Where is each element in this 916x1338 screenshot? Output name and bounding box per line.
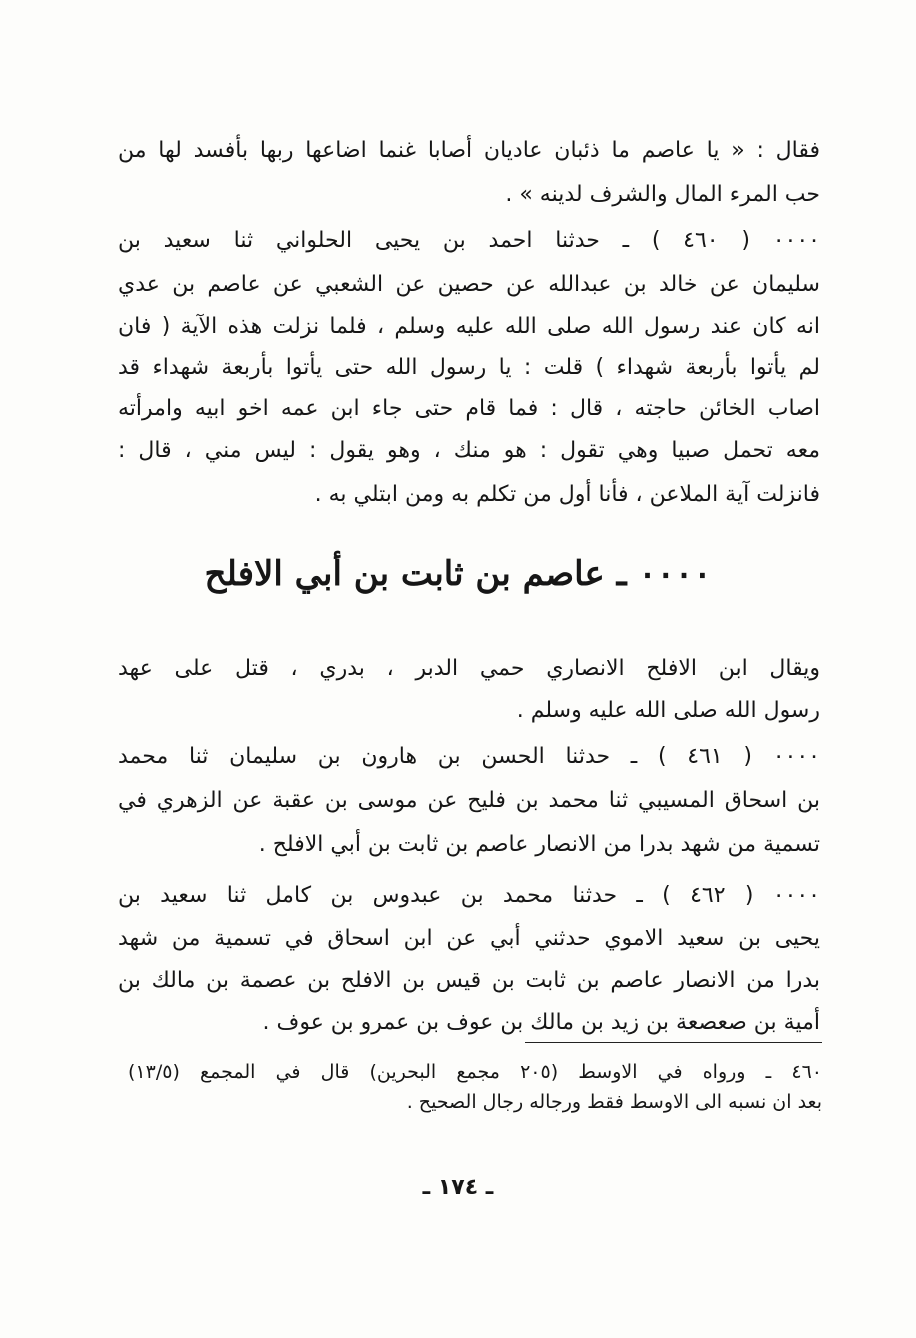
hadith-461-line: ٠٠٠٠ ( ٤٦١ ) ـ حدثنا الحسن بن هارون بن سليمان ثنا محمد [118,744,820,769]
hadith-460-line: اصاب الخائن حاجته ، قال : فما قام حتى جاء ابن عمه اخو ابيه وامرأته [118,396,820,421]
intro-line: ويقال ابن الافلح الانصاري حمي الدبر ، بدري ، قتل على عهد [118,656,820,681]
hadith-462-line: بدرا من الانصار عاصم بن ثابت بن قيس بن الافلح بن عصمة بن مالك بن [118,968,820,993]
hadith-460-line: معه تحمل صبيا وهي تقول : هو منك ، وهو يقول : ليس مني ، قال : [118,438,820,463]
hadith-460-line: ٠٠٠٠ ( ٤٦٠ ) ـ حدثنا احمد بن يحيى الحلواني ثنا سعيد بن [118,228,820,253]
hadith-460-line: فانزلت آية الملاعن ، فأنا أول من تكلم به ومن ابتلي به . [314,482,820,507]
footnote-separator [525,1042,822,1043]
footnote-line: بعد ان نسبه الى الاوسط فقط ورجاله رجال الصحيح . [406,1091,822,1113]
hadith-462-line: أمية بن صعصعة بن زيد بن مالك بن عوف بن عمرو بن عوف . [262,1010,820,1035]
footnote-line: ٤٦٠ ـ ورواه في الاوسط (٢٠٥ مجمع البحرين) قال في المجمع (١٣/٥) [128,1061,822,1083]
hadith-460-line: سليمان عن خالد بن عبدالله عن حصين عن الشعبي عن عاصم بن عدي [118,272,820,297]
hadith-461-line: تسمية من شهد بدرا من الانصار عاصم بن ثابت بن أبي الافلح . [258,832,820,857]
intro-line: رسول الله صلى الله عليه وسلم . [516,698,820,723]
hadith-461-line: بن اسحاق المسيبي ثنا محمد بن فليح عن موسى بن عقبة عن الزهري في [118,788,820,813]
section-heading: ٠٠٠٠ ـ عاصم بن ثابت بن أبي الافلح [204,554,712,594]
text-line: حب المرء المال والشرف لدينه » . [505,182,820,207]
page-number: ـ ١٧٤ ـ [422,1175,494,1200]
hadith-462-line: ٠٠٠٠ ( ٤٦٢ ) ـ حدثنا محمد بن عبدوس بن كامل ثنا سعيد بن [118,883,820,908]
hadith-460-line: انه كان عند رسول الله صلى الله عليه وسلم ، فلما نزلت هذه الآية ( فان [118,314,820,339]
hadith-462-line: يحيى بن سعيد الاموي حدثني أبي عن ابن اسحاق في تسمية من شهد [118,926,820,951]
hadith-460-line: لم يأتوا بأربعة شهداء ) قلت : يا رسول الله حتى يأتوا بأربعة شهداء قد [118,355,820,380]
text-line: فقال : « يا عاصم ما ذئبان عاديان أصابا غنما اضاعها ربها بأفسد لها من [118,138,820,163]
